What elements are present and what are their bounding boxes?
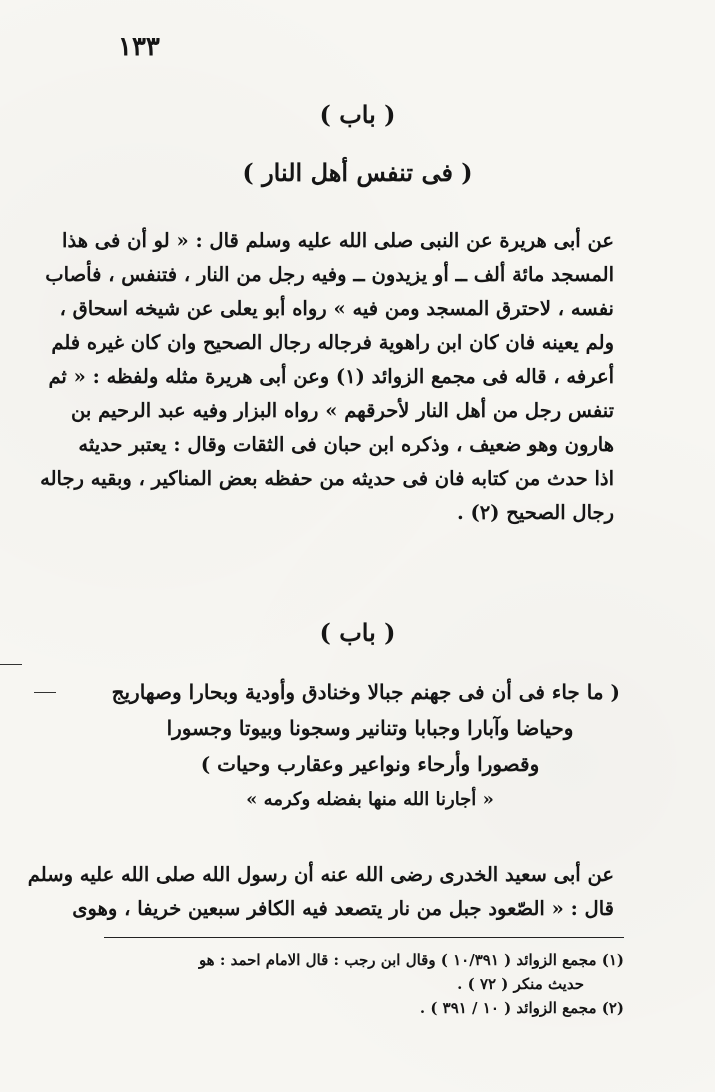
text-line: رجال الصحيح (٢) .	[456, 501, 614, 524]
page-number: ١٣٣	[118, 32, 160, 62]
text-line: ولم يعينه فان كان ابن راهوية فرجاله رجال الصحيح وان كان غيره فلم	[51, 331, 614, 354]
scan-mark	[34, 692, 56, 693]
scan-mark	[0, 664, 22, 665]
footnotes	[104, 948, 624, 1020]
footnote-line: حديث منكر ( ٧٢ ) .	[457, 975, 584, 993]
text-line: أعرفه ، قاله فى مجمع الزوائد (١) وعن أبى هريرة مثله ولفظه : « ثم	[48, 365, 614, 388]
title-line: وقصورا وأرحاء ونواعير وعقارب وحيات )	[200, 752, 540, 776]
footnote-line: (٢) مجمع الزوائد ( ١٠ / ٣٩١ ) .	[419, 999, 624, 1017]
text-line: قال : « الصّعود جبل من نار يتصعد فيه الكافر سبعين خريفا ، وهوى	[72, 897, 614, 920]
hadith-paragraph-2	[27, 858, 614, 926]
text-line: عن أبى سعيد الخدرى رضى الله عنه أن رسول الله صلى الله عليه وسلم	[27, 863, 614, 886]
text-line: تنفس رجل من أهل النار لأحرقهم » رواه البزار وفيه عبد الرحيم بن	[71, 399, 614, 422]
title-line: وحياضا وآبارا وجبابا وتنانير وسجونا وبيوتا وجسورا	[166, 716, 574, 740]
text-line: اذا حدث من كتابه فان فى حديثه من حفظه بعض المناكير ، وبقيه رجاله	[40, 467, 614, 490]
title-line: « أجارنا الله منها بفضله وكرمه »	[246, 789, 494, 810]
text-line: هارون وهو ضعيف ، وذكره ابن حبان فى الثقات وقال : يعتبر حديثه	[78, 433, 614, 456]
chapter-heading-2: ( باب )	[319, 618, 396, 647]
text-line: عن أبى هريرة عن النبى صلى الله عليه وسلم قال : « لو أن فى هذا	[62, 229, 614, 252]
chapter-heading: ( باب )	[319, 100, 396, 129]
text-line: نفسه ، لاحترق المسجد ومن فيه » رواه أبو يعلى عن شيخه اسحاق ،	[59, 297, 614, 320]
title-line: ( ما جاء فى أن فى جهنم جبالا وخنادق وأودية وبحارا وصهاريج	[111, 680, 620, 704]
footnote-divider	[104, 937, 624, 938]
chapter-title-block	[111, 674, 620, 818]
text-line: المسجد مائة ألف ــ أو يزيدون ــ وفيه رجل من النار ، فتنفس ، فأصاب	[45, 263, 614, 286]
chapter-subheading: ( فى تنفس أهل النار )	[242, 158, 473, 187]
footnote-line: (١) مجمع الزوائد ( ١٠/٣٩١ ) وقال ابن رجب : قال الامام احمد : هو	[198, 951, 624, 969]
hadith-paragraph	[40, 224, 614, 530]
